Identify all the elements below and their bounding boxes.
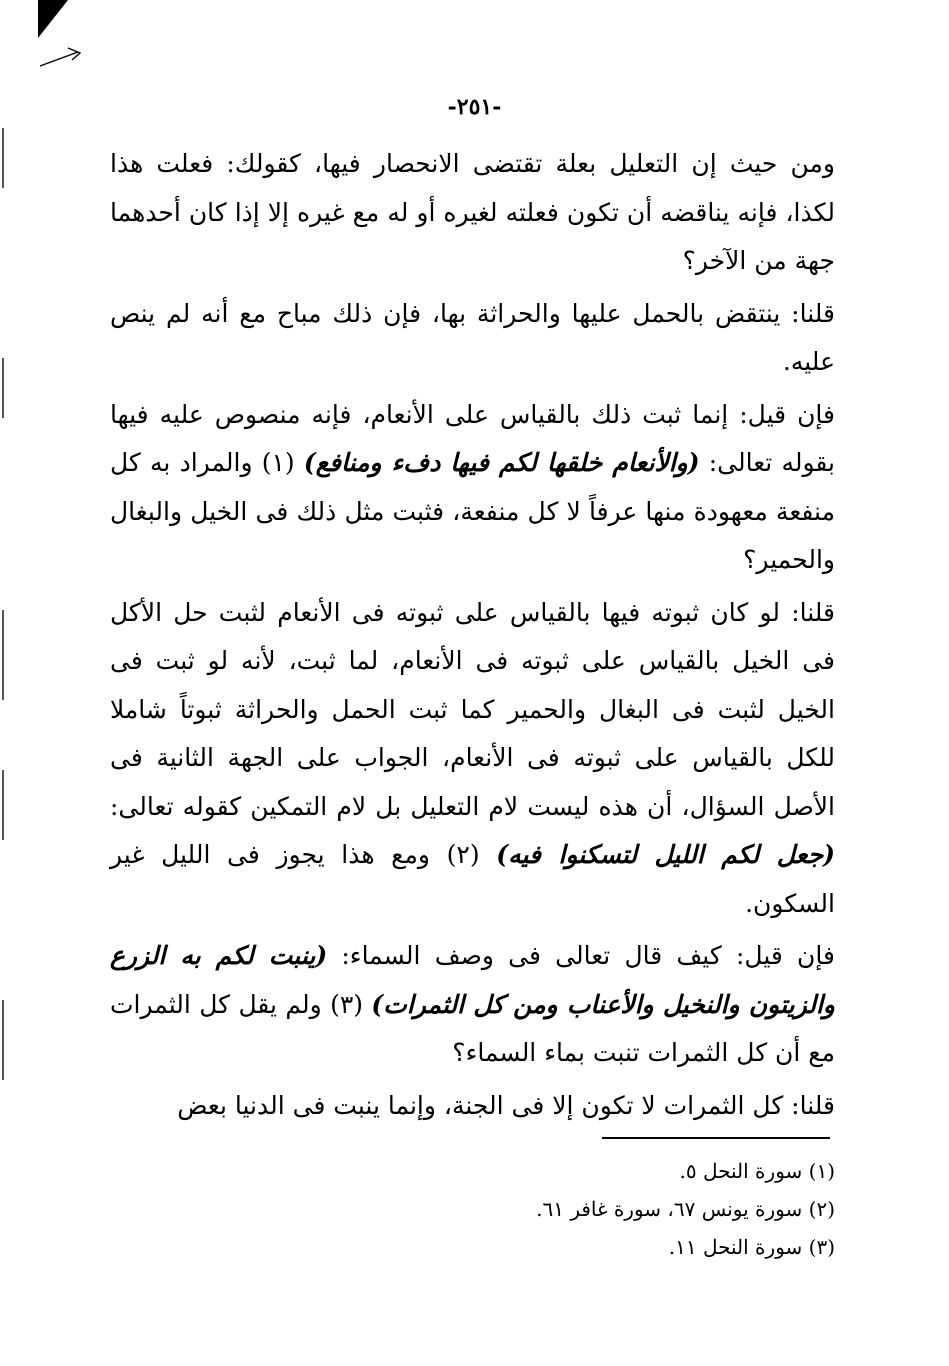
- paragraph-text: (١) والمراد به كل منفعة معهودة منها عرفاً لا كل منفعة، فثبت مثل ذلك فى الخيل والبغال والحمير؟: [110, 448, 835, 574]
- page-number: -٢٥١-: [447, 94, 502, 120]
- paragraph-text: قلنا: كل الثمرات لا تكون إلا فى الجنة، وإنما ينبت فى الدنيا بعض: [177, 1090, 835, 1120]
- footnotes: [420, 1152, 835, 1266]
- paragraph-text: (٣) ولم يقل كل الثمرات مع أن كل الثمرات تنبت بماء السماء؟: [110, 989, 835, 1067]
- body-text: [110, 140, 835, 1130]
- quran-quote: (جعل لكم الليل لتسكنوا فيه): [496, 840, 836, 869]
- paragraph: [110, 290, 835, 387]
- footnote: (٢) سورة يونس ٦٧، سورة غافر ٦١.: [536, 1197, 835, 1221]
- paragraph: [110, 140, 835, 286]
- scan-margin-marks: [0, 0, 12, 1366]
- pen-scratch-mark: [38, 44, 84, 70]
- paragraph: [110, 1082, 835, 1131]
- footnote: (١) سورة النحل ٥.: [679, 1159, 835, 1183]
- corner-fold-mark: [38, 0, 68, 38]
- paragraph: [110, 391, 835, 585]
- paragraph-text: فإن قيل: كيف قال تعالى فى وصف السماء:: [327, 941, 835, 970]
- quran-quote: (ينبت لكم به الزرع والزيتون والنخيل والأعناب ومن كل الثمرات): [110, 941, 835, 1019]
- paragraph: [110, 589, 835, 929]
- paragraph-text: قلنا: لو كان ثبوته فيها بالقياس على ثبوته فى الأنعام لثبت حل الأكل فى الخيل بالقياس على ثبوته فى الأنعام، لما ثبت، لأنه لو ثبت فى الخيل لثبت فى البغال والحمير كما ثبت الحمل والحراثة ثبوتاً شاملا للكل بالقياس على ثبوته فى الأنعام، الجواب على الجهة الثانية فى الأصل السؤال، أن هذه ليست لام التعليل بل لام التمكين كقوله تعالى:: [110, 597, 835, 821]
- footnote: (٣) سورة النحل ١١.: [668, 1235, 835, 1259]
- paragraph-text: ومن حيث إن التعليل بعلة تقتضى الانحصار فيها، كقولك: فعلت هذا لكذا، فإنه يناقضه أن تكون فعلته لغيره أو له مع غيره إلا إذا كان أحدهما جهة من الآخر؟: [110, 149, 835, 275]
- paragraph-text: قلنا: ينتقض بالحمل عليها والحراثة بها، فإن ذلك مباح مع أنه لم ينص عليه.: [110, 298, 835, 376]
- footnote-divider: [602, 1137, 830, 1139]
- paragraph-text: (٢) ومع هذا يجوز فى الليل غير السكون.: [110, 840, 835, 918]
- paragraph-text: فإن قيل: إنما ثبت ذلك بالقياس على الأنعام، فإنه منصوص عليه فيها بقوله تعالى:: [110, 399, 835, 477]
- quran-quote: (والأنعام خلقها لكم فيها دفء ومنافع): [303, 448, 700, 477]
- paragraph: [110, 932, 835, 1078]
